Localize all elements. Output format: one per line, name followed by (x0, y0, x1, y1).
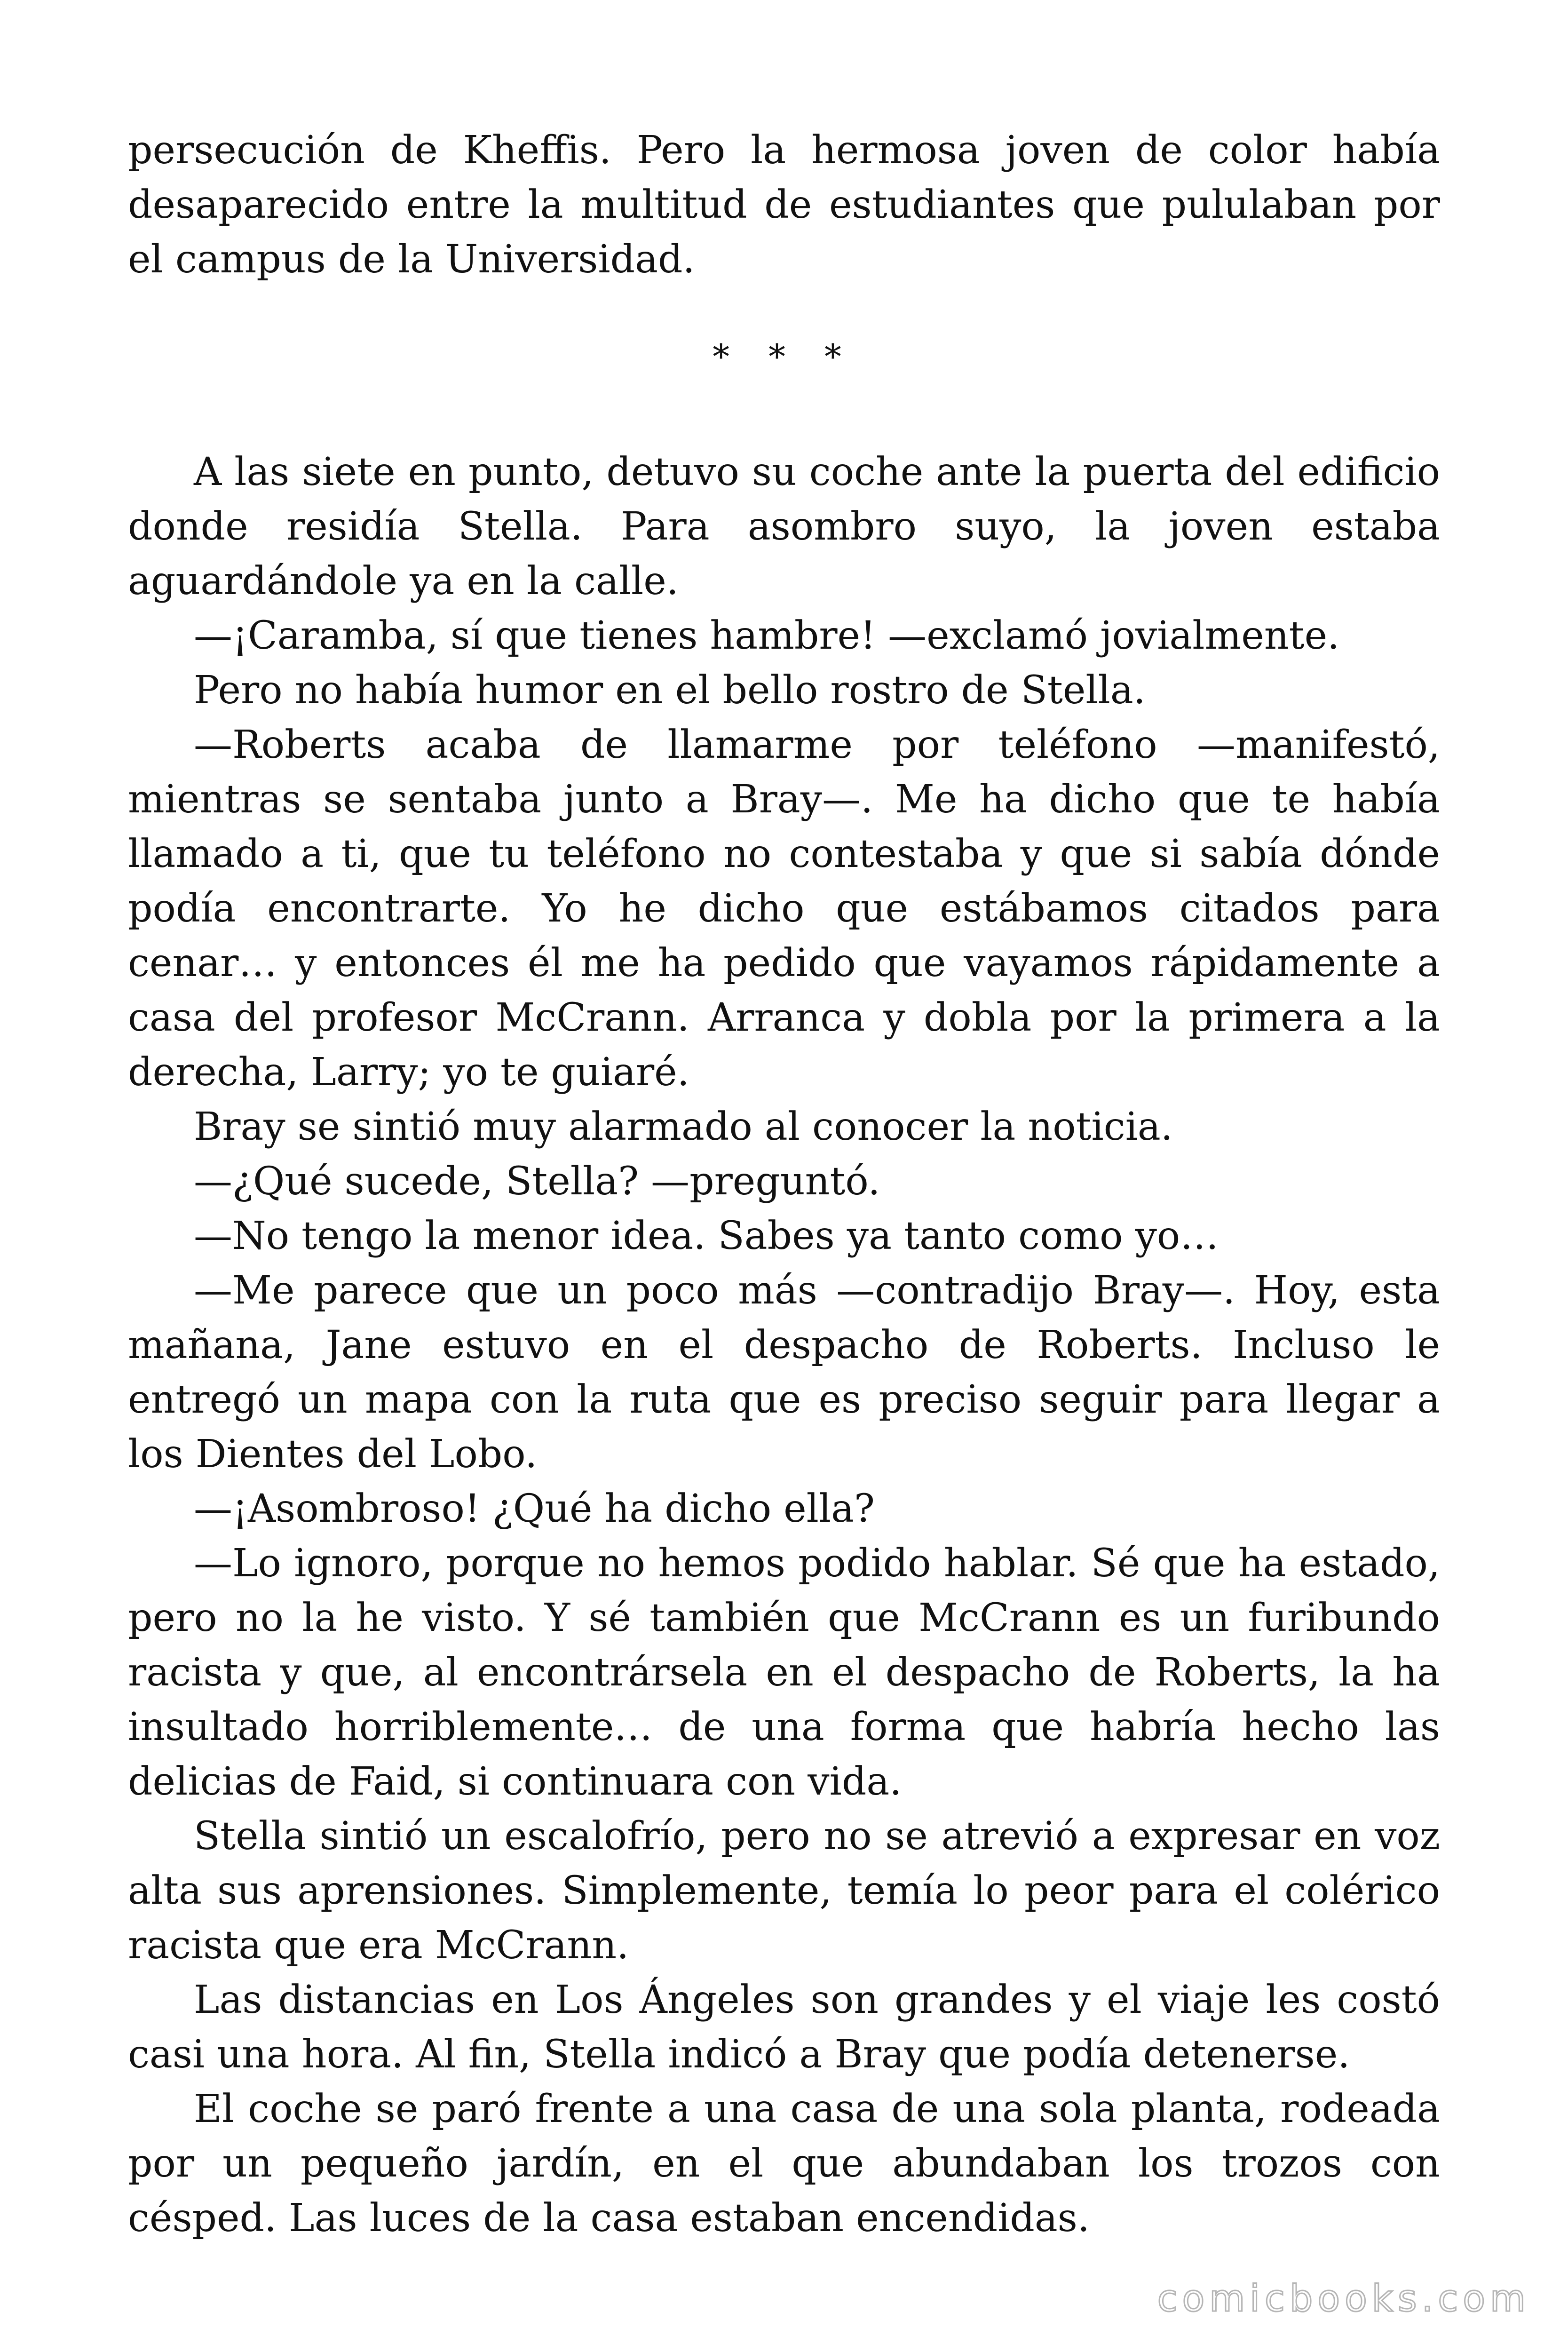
paragraph: —¡Caramba, sí que tienes hambre! —exclamó jovialmente. (194, 613, 1340, 658)
paragraph: A las siete en punto, detuvo su coche ante la puerta del edificio donde residía Stella. Para asombro suyo, la joven estaba aguardándole ya en la calle. (128, 450, 1440, 604)
section-break: * * * (713, 337, 855, 376)
paragraph: —Roberts acaba de llamarme por teléfono —manifestó, mientras se sentaba junto a Bray—. Me ha dicho que te había llamado a ti, que tu teléfono no contestaba y que si sabía dónde podía encontrarte. Yo he dicho que estábamos citados para cenar… y entonces él me ha pedido que vayamos rápidamente a casa del profesor McCrann. Arranca y dobla por la primera a la derecha, Larry; yo te guiaré. (128, 723, 1440, 1095)
paragraph: —Lo ignoro, porque no hemos podido hablar. Sé que ha estado, pero no la he visto. Y sé también que McCrann es un furibundo racista y que, al encontrársela en el despacho de Roberts, la ha insultado horriblemente… de una forma que habría hecho las delicias de Faid, si continuara con vida. (128, 1541, 1440, 1804)
page-body (128, 123, 1440, 2246)
paragraph: Pero no había humor en el bello rostro de Stella. (194, 668, 1146, 713)
paragraph: —Me parece que un poco más —contradijo Bray—. Hoy, esta mañana, Jane estuvo en el despacho de Roberts. Incluso le entregó un mapa con la ruta que es preciso seguir para llegar a los Dientes del Lobo. (128, 1268, 1440, 1477)
paragraph: Bray se sintió muy alarmado al conocer la noticia. (194, 1104, 1173, 1149)
paragraph: —¡Asombroso! ¿Qué ha dicho ella? (194, 1486, 875, 1531)
paragraph: Las distancias en Los Ángeles son grandes y el viaje les costó casi una hora. Al fin, Stella indicó a Bray que podía detenerse. (128, 1978, 1440, 2077)
paragraph: Stella sintió un escalofrío, pero no se atrevió a expresar en voz alta sus aprensiones. Simplemente, temía lo peor para el colérico racista que era McCrann. (128, 1814, 1440, 1968)
paragraph: —No tengo la menor idea. Sabes ya tanto como yo… (194, 1214, 1219, 1258)
watermark: comicbooks.com (1157, 2278, 1530, 2320)
paragraph: El coche se paró frente a una casa de una sola planta, rodeada por un pequeño jardín, en el que abundaban los trozos con césped. Las luces de la casa estaban encendidas. (128, 2087, 1440, 2241)
paragraph: —¿Qué sucede, Stella? —preguntó. (194, 1159, 880, 1204)
paragraph-continuation: persecución de Kheffis. Pero la hermosa joven de color había desaparecido entre la multitud de estudiantes que pululaban por el campus de la Universidad. (128, 128, 1440, 282)
